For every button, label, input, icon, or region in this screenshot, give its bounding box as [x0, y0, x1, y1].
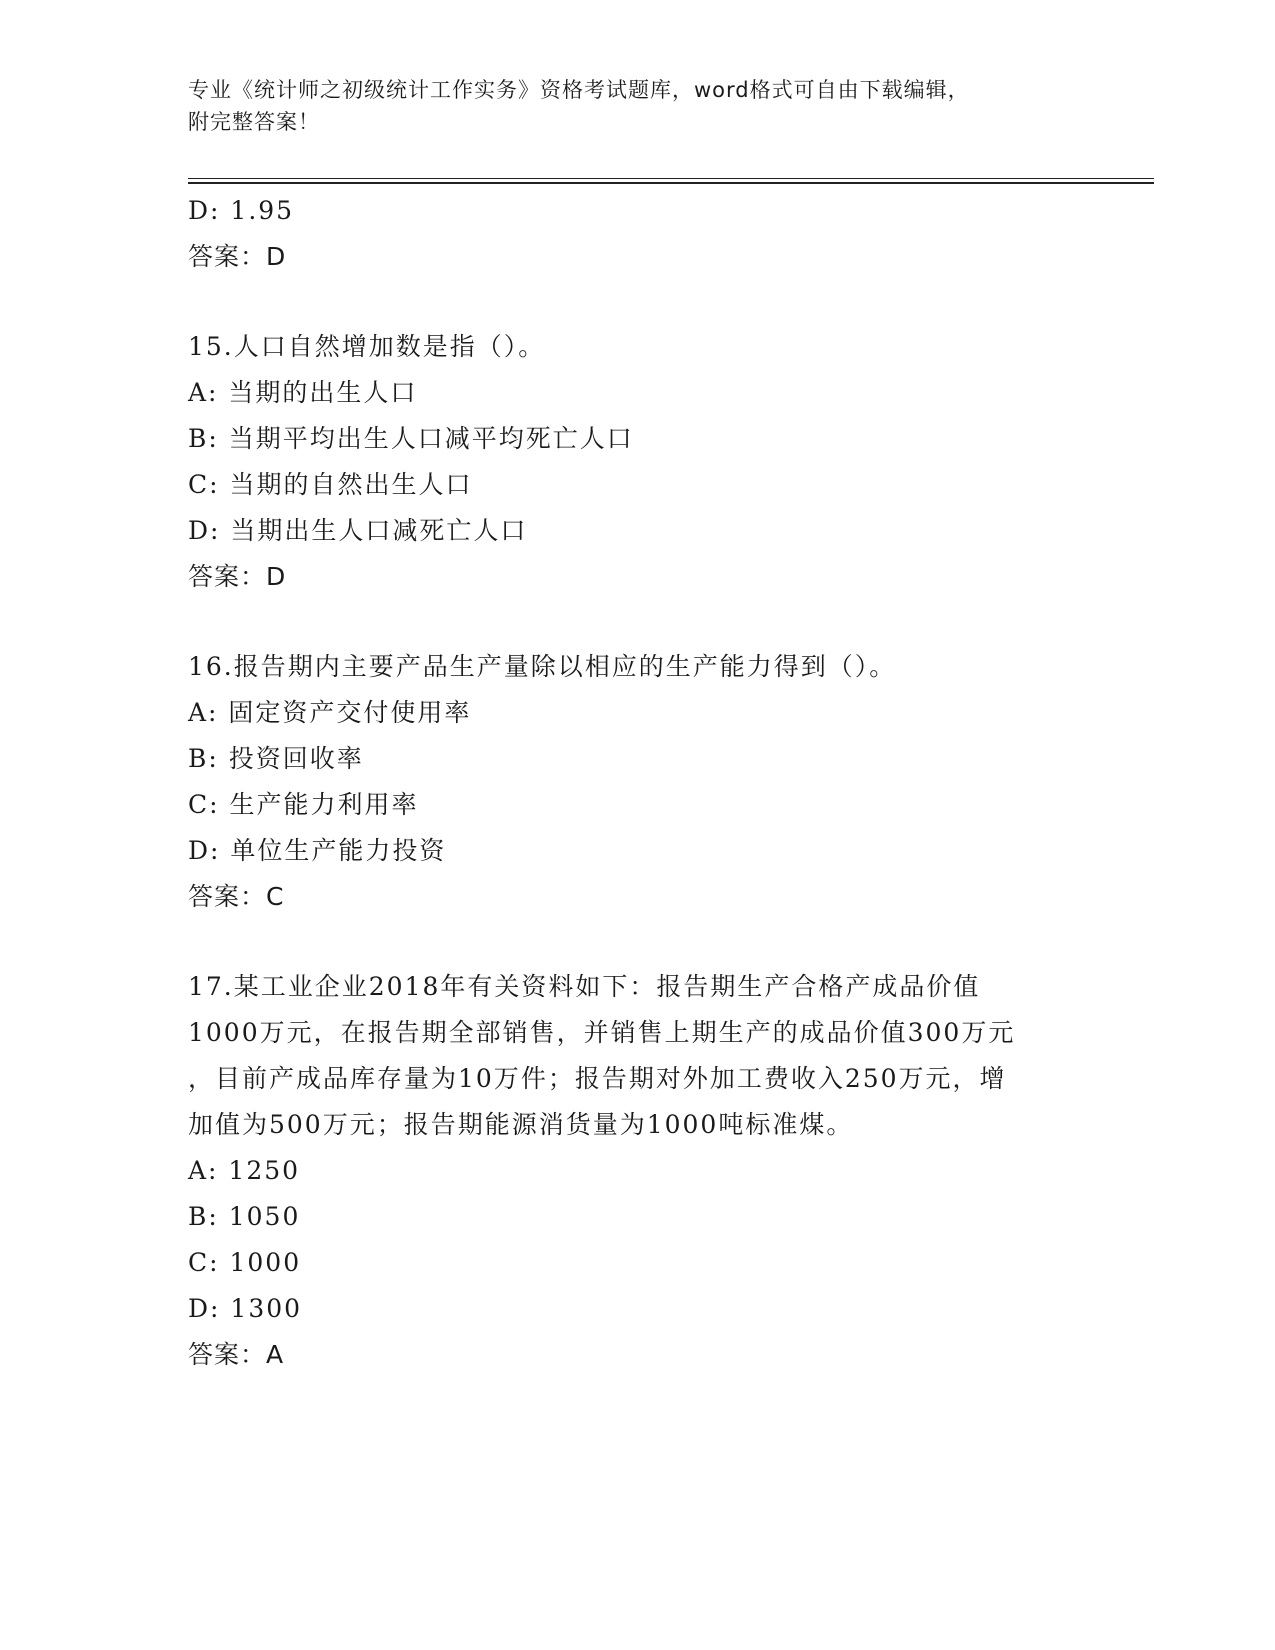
option-c: C: 1000 [188, 1248, 302, 1277]
answer: 答案：C [188, 882, 285, 911]
option-d: D: 当期出生人口减死亡人口 [188, 516, 528, 545]
prev-question-answer: 答案：D [188, 242, 287, 271]
header-divider [188, 178, 1154, 184]
option-d: D: 1300 [188, 1294, 303, 1323]
header-line-1: 专业《统计师之初级统计工作实务》资格考试题库，word格式可自由下载编辑， [188, 78, 970, 102]
answer: 答案：D [188, 562, 287, 591]
question-stem: 15.人口自然增加数是指（）。 [188, 332, 546, 361]
question-stem [188, 964, 1088, 1148]
question-17 [188, 964, 1088, 1378]
question-stem-line: 加值为500万元；报告期能源消货量为1000吨标准煤。 [188, 1110, 854, 1139]
spacer [188, 600, 1088, 644]
document-body [188, 188, 1088, 1378]
prev-question-option-d: D: 1.95 [188, 196, 295, 225]
option-c: C: 生产能力利用率 [188, 790, 419, 819]
option-a: A: 当期的出生人口 [188, 378, 418, 407]
question-stem-line: 1000万元，在报告期全部销售，并销售上期生产的成品价值300万元 [188, 1018, 1016, 1047]
option-a: A: 1250 [188, 1156, 301, 1185]
question-15 [188, 324, 1088, 600]
option-a: A: 固定资产交付使用率 [188, 698, 472, 727]
document-header [188, 74, 1078, 138]
option-b: B: 当期平均出生人口减平均死亡人口 [188, 424, 634, 453]
question-stem-line: ，目前产成品库存量为10万件；报告期对外加工费收入250万元，增 [188, 1064, 1007, 1093]
question-stem-line: 17.某工业企业2018年有关资料如下：报告期生产合格产成品价值 [188, 972, 981, 1001]
option-b: B: 1050 [188, 1202, 301, 1231]
option-c: C: 当期的自然出生人口 [188, 470, 473, 499]
spacer [188, 920, 1088, 964]
spacer [188, 280, 1088, 324]
answer: 答案：A [188, 1340, 285, 1369]
header-line-2: 附完整答案！ [188, 110, 320, 134]
question-stem: 16.报告期内主要产品生产量除以相应的生产能力得到（）。 [188, 652, 897, 681]
option-d: D: 单位生产能力投资 [188, 836, 447, 865]
option-b: B: 投资回收率 [188, 744, 364, 773]
question-16 [188, 644, 1088, 920]
